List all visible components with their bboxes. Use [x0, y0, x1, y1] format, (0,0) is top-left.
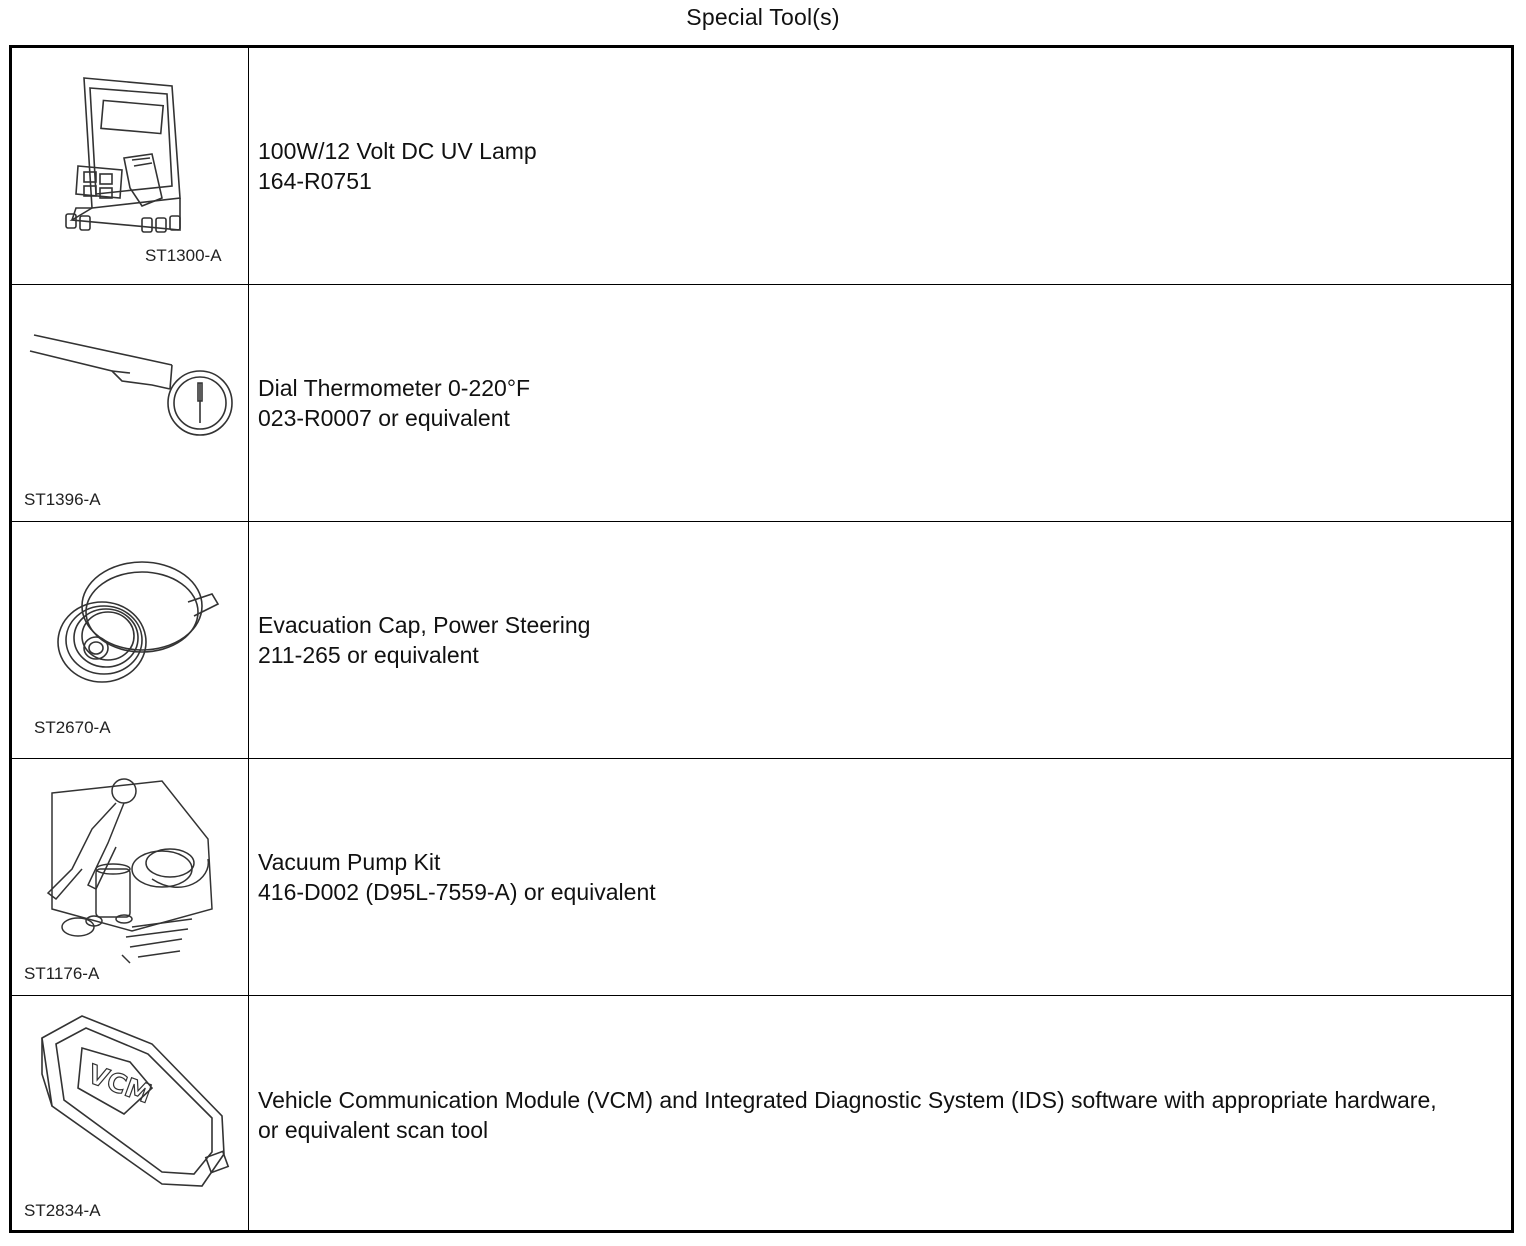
- dial-thermometer-icon: [12, 285, 248, 521]
- vcm-label: VCM: [83, 1059, 156, 1111]
- tool-description: [249, 759, 1511, 995]
- tool-part-number: 416-D002 (D95L-7559-A) or equivalent: [258, 879, 656, 905]
- tool-image-cell: [12, 522, 249, 758]
- tool-image-code: ST2670-A: [34, 718, 111, 737]
- vcm-module-icon: [12, 996, 248, 1232]
- tool-part-number: 211-265 or equivalent: [258, 642, 479, 668]
- tool-image-cell: [12, 759, 249, 995]
- tool-row: [12, 522, 1511, 759]
- tool-row: [12, 285, 1511, 522]
- tool-row: [12, 48, 1511, 285]
- tool-description: [249, 996, 1511, 1233]
- tool-image-cell: [12, 996, 249, 1233]
- tool-description: [249, 48, 1511, 284]
- tool-image-code: ST1176-A: [24, 964, 100, 983]
- tool-image-code: ST1396-A: [24, 490, 101, 509]
- tool-image-code: ST1300-A: [145, 246, 222, 265]
- tool-image-code: ST2834-A: [24, 1201, 101, 1220]
- tool-row: [12, 996, 1511, 1233]
- tool-name: 100W/12 Volt DC UV Lamp: [258, 138, 537, 164]
- tool-part-number: 023-R0007 or equivalent: [258, 405, 510, 431]
- tool-row: [12, 759, 1511, 996]
- tool-image-cell: [12, 48, 249, 284]
- tool-name: Vehicle Communication Module (VCM) and Integrated Diagnostic System (IDS) software with appropriate hardware, or equivalent scan tool: [258, 1086, 1437, 1143]
- tool-description: [249, 285, 1511, 521]
- page-title: Special Tool(s): [686, 4, 840, 30]
- tool-description: [249, 522, 1511, 758]
- tool-name: Evacuation Cap, Power Steering: [258, 612, 591, 638]
- tool-image-cell: [12, 285, 249, 521]
- special-tools-table: [9, 45, 1514, 1233]
- vacuum-pump-kit-icon: [12, 759, 248, 995]
- tool-name: Vacuum Pump Kit: [258, 849, 441, 875]
- tool-name: Dial Thermometer 0-220°F: [258, 375, 531, 401]
- tool-part-number: 164-R0751: [258, 168, 372, 194]
